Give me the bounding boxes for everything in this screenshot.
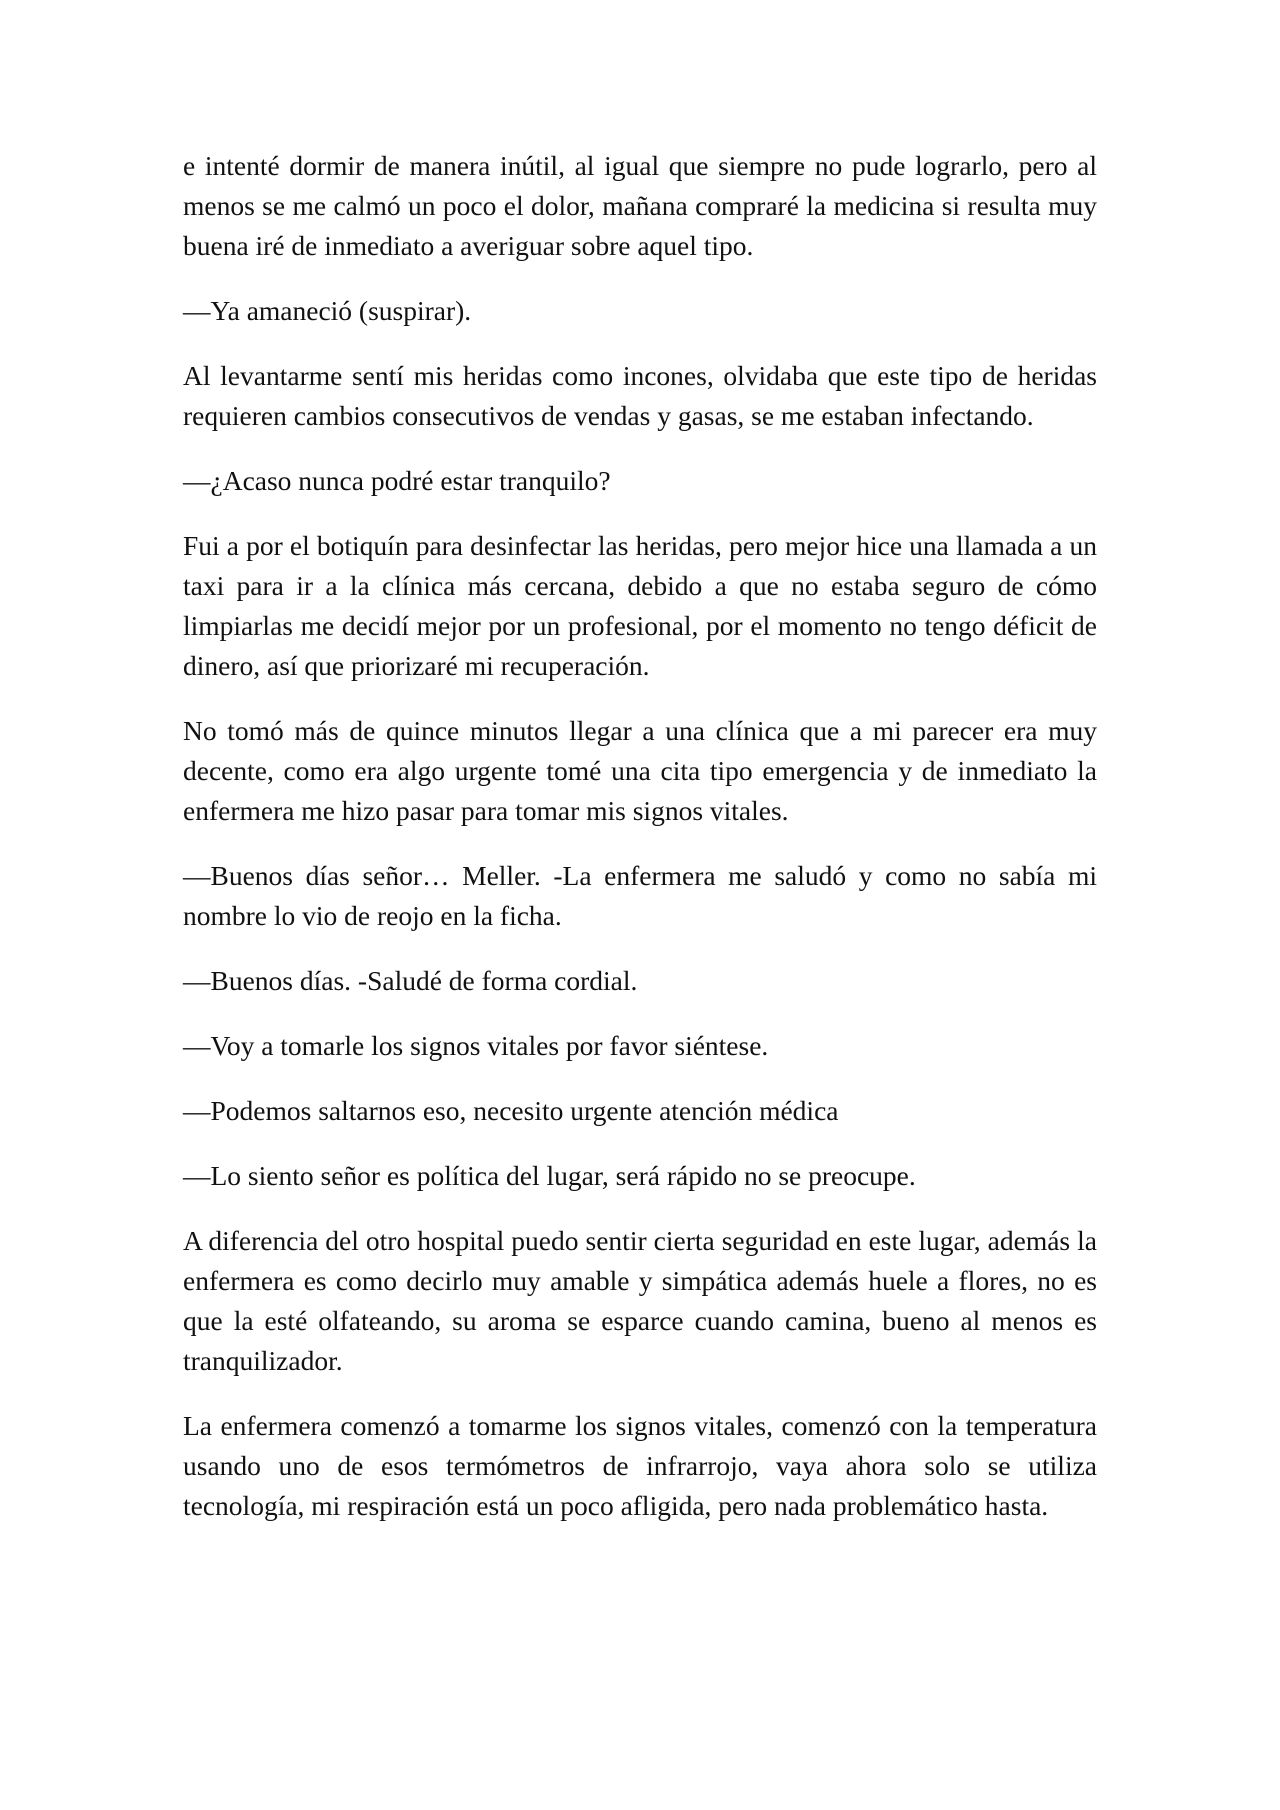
paragraph-3: Fui a por el botiquín para desinfectar las heridas, pero mejor hice una llamada a un taxi para ir a la clínica más cercana, debido a que no estaba seguro de cómo limpiarlas me decidí mejor por un profesional, por el momento no tengo déficit de dinero, así que priorizaré mi recuperación.: [183, 530, 1097, 681]
paragraph-1: e intenté dormir de manera inútil, al igual que siempre no pude lograrlo, pero al menos se me calmó un poco el dolor, mañana compraré la medicina si resulta muy buena iré de inmediato a averiguar sobre aquel tipo.: [183, 150, 1097, 261]
paragraph-4: No tomó más de quince minutos llegar a una clínica que a mi parecer era muy decente, como era algo urgente tomé una cita tipo emergencia y de inmediato la enfermera me hizo pasar para tomar mis signos vitales.: [183, 715, 1097, 826]
document-page: [183, 146, 1097, 1551]
dialogue-line-7: —Lo siento señor es política del lugar, será rápido no se preocupe.: [183, 1160, 916, 1191]
dialogue-line-6: —Podemos saltarnos eso, necesito urgente atención médica: [183, 1095, 839, 1126]
dialogue-line-3: —Buenos días señor… Meller. -La enfermera me saludó y como no sabía mi nombre lo vio de reojo en la ficha.: [183, 860, 1097, 931]
paragraph-6: La enfermera comenzó a tomarme los signos vitales, comenzó con la temperatura usando uno de esos termómetros de infrarrojo, vaya ahora solo se utiliza tecnología, mi respiración está un poco afligida, pero nada problemático hasta.: [183, 1410, 1097, 1521]
dialogue-line-2: —¿Acaso nunca podré estar tranquilo?: [183, 465, 611, 496]
dialogue-line-5: —Voy a tomarle los signos vitales por favor siéntese.: [183, 1030, 769, 1061]
dialogue-line-4: —Buenos días. -Saludé de forma cordial.: [183, 965, 638, 996]
dialogue-line-1: —Ya amaneció (suspirar).: [183, 295, 472, 326]
paragraph-2: Al levantarme sentí mis heridas como incones, olvidaba que este tipo de heridas requieren cambios consecutivos de vendas y gasas, se me estaban infectando.: [183, 360, 1097, 431]
paragraph-5: A diferencia del otro hospital puedo sentir cierta seguridad en este lugar, además la enfermera es como decirlo muy amable y simpática además huele a flores, no es que la esté olfateando, su aroma se esparce cuando camina, bueno al menos es tranquilizador.: [183, 1225, 1097, 1376]
